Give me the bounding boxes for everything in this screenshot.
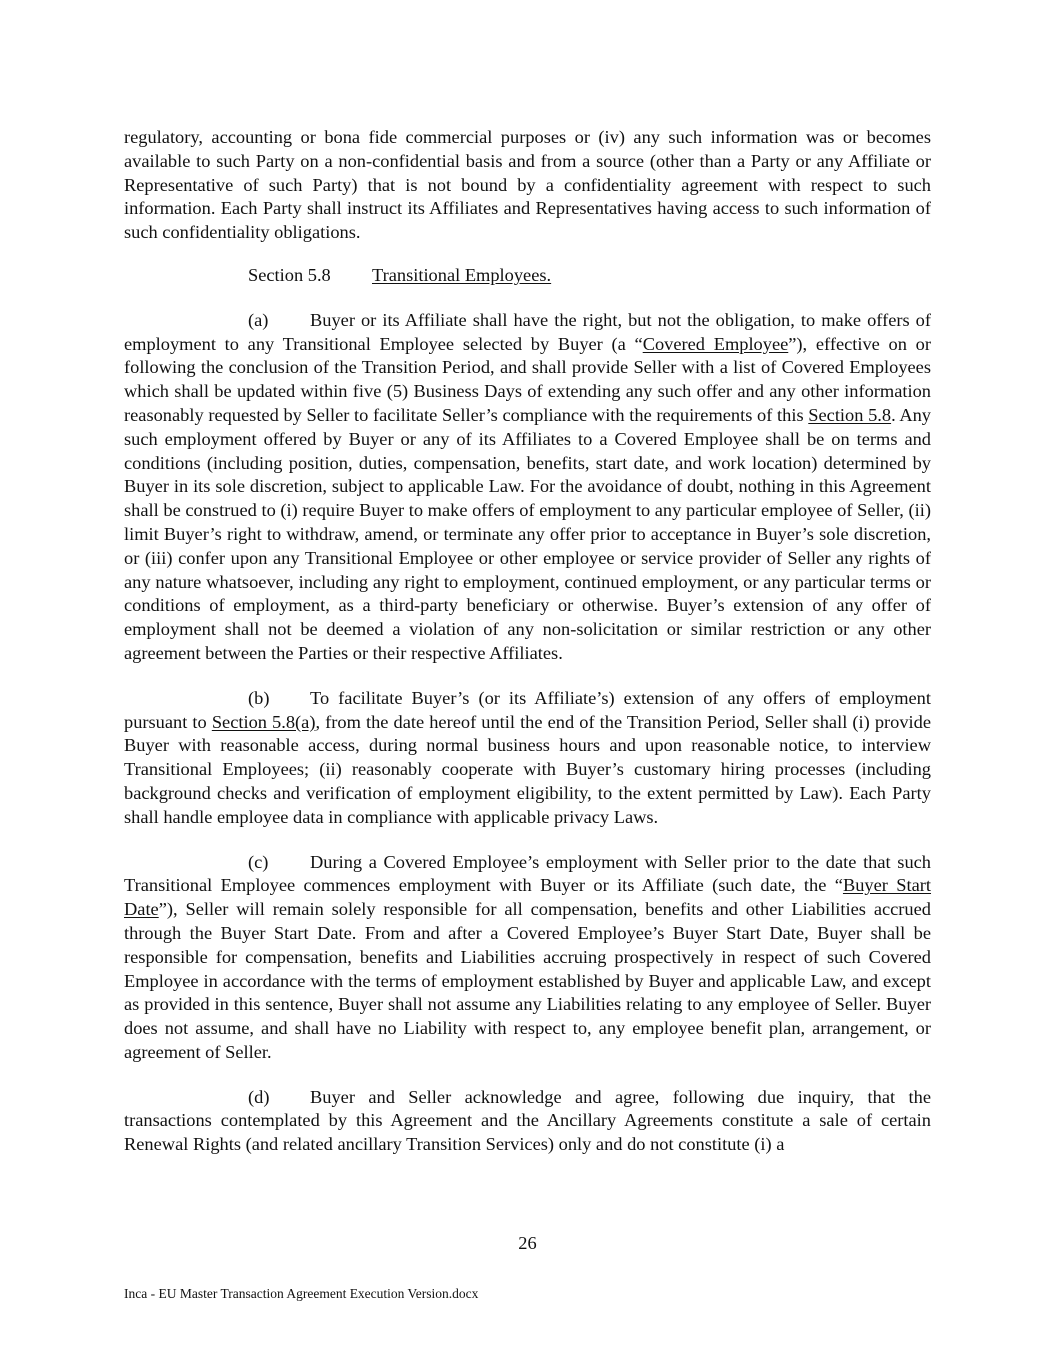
paragraph-c	[124, 851, 931, 1065]
cross-reference-section-5-8-a: Section 5.8(a)	[211, 711, 316, 732]
paragraph-b-text-1: To facilitate Buyer’s (or its Affiliate’s) extension of any offers of employment pursuant to	[124, 687, 931, 732]
paragraph-c-text-1: During a Covered Employee’s employment with Seller prior to the date that such Transitional Employee commences employment with Buyer or its Affiliate (such date, the “	[124, 851, 931, 896]
paragraph-a-text-1: Buyer or its Affiliate shall have the right, but not the obligation, to make offers of employment to any Transitional Employee selected by Buyer (a “	[124, 309, 931, 354]
paragraph-a-label: (a)	[248, 309, 269, 330]
paragraph-a-text-3: . Any such employment offered by Buyer or any of its Affiliates to a Covered Employee shall be on terms and conditions (including position, duties, compensation, benefits, start date, and work location) determined by Buyer in its sole discretion, subject to applicable Law. For the avoidance of doubt, nothing in this Agreement shall be construed to (i) require Buyer to make offers of employment to any particular employee of Seller, (ii) limit Buyer’s right to withdraw, amend, or terminate any offer prior to acceptance in Buyer’s sole discretion, or (iii) confer upon any Transitional Employee or other employee or service provider of Seller any rights of any nature whatsoever, including any right to employment, continued employment, or any particular terms or conditions of employment, as a third-party beneficiary or otherwise. Buyer’s extension of any offer of employment shall not be deemed a violation of any non-solicitation or similar restriction or any other agreement between the Parties or their respective Affiliates.	[124, 404, 931, 663]
paragraph-a	[124, 309, 931, 666]
paragraph-a-text-2: ”), effective on or following the conclusion of the Transition Period, and shall provide Seller with a list of Covered Employees which shall be updated within five (5) Business Days of extending any such offer and any other information reasonably requested by Seller to facilitate Seller’s compliance with the requirements of this	[124, 333, 931, 425]
defined-term-covered-employee: Covered Employee	[642, 333, 789, 354]
section-title: Transitional Employees.	[372, 264, 552, 285]
paragraph-d-label: (d)	[248, 1086, 270, 1107]
paragraph-b-text-2: , from the date hereof until the end of the Transition Period, Seller shall (i) provide Buyer with reasonable access, during normal business hours and upon reasonable notice, to interview Transitional Employees; (ii) reasonably cooperate with Buyer’s customary hiring processes (including background checks and verification of employment eligibility, to the extent permitted by Law). Each Party shall handle employee data in compliance with applicable privacy Laws.	[124, 711, 931, 827]
document-body	[124, 126, 931, 1157]
defined-term-buyer-start-date: Buyer Start Date	[124, 875, 932, 920]
cross-reference-section-5-8: Section 5.8	[808, 404, 892, 425]
page-number: 26	[518, 1233, 537, 1253]
paragraph-b	[124, 687, 931, 830]
paragraph-c-text-2: ”), Seller will remain solely responsible for all compensation, benefits and other Liabilities accrued through the Buyer Start Date. From and after a Covered Employee’s Buyer Start Date, Buyer shall be responsible for compensation, benefits and Liabilities accruing prospectively in respect of such Covered Employee in accordance with the terms of employment established by Buyer and applicable Law, and except as provided in this sentence, Buyer shall not assume any Liabilities relating to any employee of Seller. Buyer does not assume, and shall have no Liability with respect to, any employee benefit plan, arrangement, or agreement of Seller.	[124, 899, 931, 1062]
paragraph-b-label: (b)	[248, 687, 270, 708]
document-footer: Inca - EU Master Transaction Agreement Execution Version.docx	[124, 1286, 479, 1301]
paragraph-d	[124, 1086, 931, 1157]
section-heading	[124, 264, 931, 288]
section-number: Section 5.8	[248, 264, 331, 285]
paragraph-c-label: (c)	[248, 851, 269, 872]
intro-paragraph: regulatory, accounting or bona fide commercial purposes or (iv) any such information was or becomes available to such Party on a non-confidential basis and from a source (other than a Party or any Affiliate or Representative of such Party) that is not bound by a confidentiality agreement with respect to such information. Each Party shall instruct its Affiliates and Representatives having access to such information of such confidentiality obligations.	[124, 127, 931, 243]
paragraph-d-text-1: Buyer and Seller acknowledge and agree, following due inquiry, that the transactions contemplated by this Agreement and the Ancillary Agreements constitute a sale of certain Renewal Rights (and related ancillary Transition Services) only and do not constitute (i) a	[124, 1086, 931, 1155]
